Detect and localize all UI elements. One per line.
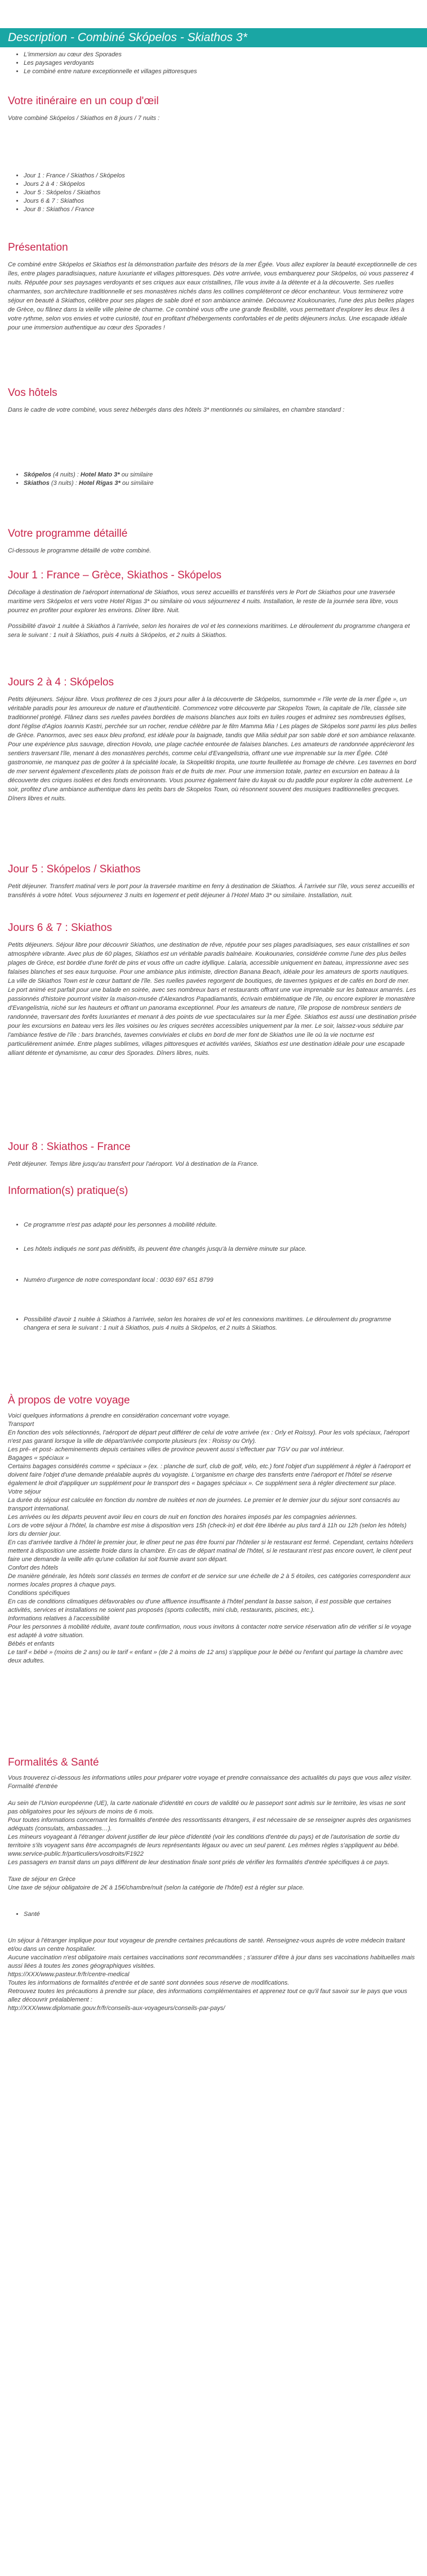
text-line: Transport: [8, 1421, 34, 1428]
list-item: • Ce programme n'est pas adapté pour les personnes à mobilité réduite.: [24, 1221, 417, 1229]
text-line: Formalité d'entrée: [8, 1783, 58, 1790]
program-section: [8, 527, 417, 555]
text-line: En cas d'arrivée tardive à l'hôtel le premier jour, le dîner peut ne pas être fourni par l'hôtelier si le restaurant est fermé. Cependant, certains hôteliers mettent à disposition une assiette froide dans la chambre. En cas de départ matinal de l'hôtel, si le restaurant n'est pas encore ouvert, le client peut faire une demande la veille afin qu'une collation lui soit fournie avant son départ.: [8, 1539, 413, 1563]
text-line: En fonction des vols sélectionnés, l'aéroport de départ peut différer de celui de votre arrivée (ex : Orly et Roissy). Pour les vols spéciaux, l'aéroport n'est pas garanti lorsque la ville de départ/arrivée comporte plusieurs (ex : Roissy ou Orly).: [8, 1429, 410, 1445]
text-line: [8, 1791, 417, 1799]
text-line: Confort des hôtels: [8, 1565, 59, 1571]
section-heading: Votre programme détaillé: [8, 528, 128, 540]
day1-section: [8, 569, 417, 640]
about-section: [8, 1394, 417, 1665]
paragraph: Petits déjeuners. Séjour libre. Vous profiterez de ces 3 jours pour aller à la découverte de Skópelos, surnommée « l'île verte de la mer Égée », un véritable paradis pour les amoureux de nature et d'authenticité. Commencez votre découverte par Skopelos Town, la capitale de l'île, classée site traditionnel protégé. Flânez dans ses ruelles pavées bordées de maisons blanches aux toits en tuiles rouges et admirez ses nombreuses églises, dont l'église d'Agios Ioannis Kastri, perchée sur un rocher, rendue célèbre par le film Mamma Mia ! Les plages de Skópelos sont parmi les plus belles de Grèce. Panormos, avec ses eaux bleu profond, est idéale pour la baignade, tandis que Milia séduit par son sable doré et son ambiance relaxante. Pour une expérience plus sauvage, direction Hovolo, une plage cachée entourée de falaises blanches. Les amateurs de randonnée apprécieront les sentiers traversant l'île, menant à des monastères perchés, comme celui d'Evangelistria, offrant une vue imprenable sur la mer Égée. Côté gastronomie, ne manquez pas de goûter à la spécialité locale, la Skopelitiki tiropita, une tourte feuilletée au fromage de chèvre. Les tavernes en bord de mer servent également d'excellents plats de poisson frais et de fruits de mer. Pour une immersion totale, partez en excursion en bateau à la découverte des criques isolées et des fonds environnants. Vous pourrez également faire du kayak ou du paddle pour explorer la côte autrement. Le soir, profitez d'une ambiance authentique dans les petits bars de Skopelos Town, où résonnent souvent des musiques traditionnelles grecques. Dîners libres et nuits.: [8, 696, 417, 802]
text-line: [8, 1867, 417, 1875]
section-heading: Jours 2 à 4 : Skópelos: [8, 676, 114, 688]
paragraph: Petits déjeuners. Séjour libre pour découvrir Skiathos, une destination de rêve, réputée pour ses plages paradisiaques, ses eaux cristallines et son atmosphère vibrante. Avec plus de 60 plages, Skiathos est un véritable paradis balnéaire. Koukounaries, considérée comme l'une des plus belles plages de Grèce, est bordée d'une forêt de pins et vous offre un cadre idyllique. Lalaria, accessible uniquement en bateau, impressionne avec ses falaises blanches et ses eaux turquoise. Pour une ambiance plus intimiste, direction Banana Beach, idéale pour les amateurs de sports nautiques. La ville de Skiathos Town est le cœur battant de l'île. Ses ruelles pavées regorgent de boutiques, de tavernes typiques et de cafés en bord de mer. Le port animé est parfait pour une balade en soirée, avec ses nombreux bars et restaurants offrant une vue imprenable sur les bateaux amarrés. Les passionnés d'histoire pourront visiter la maison-musée d'Alexandros Papadiamantis, écrivain emblématique de l'île, ou encore explorer le monastère d'Evangelistria, niché sur les hauteurs et offrant un panorama exceptionnel. Pour les amateurs de nature, l'île propose de nombreux sentiers de randonnée, traversant des forêts luxuriantes et menant à des points de vue spectaculaires sur la mer Égée. Skiathos est aussi une destination prisée pour les excursions en bateau vers les îles voisines ou les criques secrètes accessibles uniquement par la mer. Le soir, laissez-vous séduire par l'ambiance festive de l'île : bars branchés, tavernes conviviales et clubs en bord de mer font de Skiathos une île où la vie nocturne est particulièrement animée. Entre plages sublimes, villages pittoresques et activités variées, Skiathos est une destination idéale pour une escapade alliant détente et dynamisme, au cœur des Sporades. Dîners libres, nuits.: [8, 942, 417, 1057]
text-line: Certains bagages considérés comme « spéciaux » (ex. : planche de surf, club de golf, vélo, etc.) font l'objet d'un supplément à régler à l'aéroport et doivent faire l'objet d'une demande préalable auprès du voyagiste. L'organisme en charge des transferts entre l'aéroport et l'hôtel se réserve également le droit d'appliquer un supplément pour le transport des « bagages spéciaux ». Ce supplément sera à régler directement sur place.: [8, 1463, 411, 1487]
text-line: Les passagers en transit dans un pays différent de leur destination finale sont priés de vérifier les formalités d'entrée spécifiques à ce pays.: [8, 1859, 390, 1866]
list-item: • Numéro d'urgence de notre correspondant local : 0030 697 651 8799: [24, 1276, 417, 1285]
text-line: https://XXX/www.pasteur.fr/fr/centre-medical: [8, 1971, 130, 1978]
text-line: Les pré- et post- acheminements depuis certaines villes de province peuvent aussi s'effectuer par TGV ou par vol intérieur.: [8, 1446, 345, 1453]
page-title: Description - Combiné Skópelos - Skiathos 3*: [8, 31, 247, 44]
section-heading: Jour 5 : Skópelos / Skiathos: [8, 863, 141, 875]
info-list-section: [8, 1221, 417, 1332]
list-item: • Les hôtels indiqués ne sont pas définitifs, ils peuvent être changés jusqu'à la dernière minute sur place.: [24, 1245, 417, 1254]
text-line: Pour toutes informations concernant les formalités d'entrée des ressortissants étrangers, il est nécessaire de se renseigner auprès des organismes adéquats (consulats, ambassades…).: [8, 1817, 411, 1832]
text-line: Retrouvez toutes les précautions à prendre sur place, des informations complémentaires et apprenez tout ce qu'il faut savoir sur le pays que vous allez découvrir préalablement :: [8, 1988, 407, 2003]
paragraph: Ce combiné entre Skópelos et Skiathos est la démonstration parfaite des trésors de la mer Égée. Vous allez explorer la beauté exceptionnelle de ces îles, entre plages paradisiaques, nature luxuriante et villages pittoresques. Dès votre arrivée, vous embarquerez pour Skópelos, où vous passerez 4 nuits. Réputée pour ses paysages verdoyants et ses criques aux eaux cristallines, l'île vous invite à la détente et à la découverte. Ses ruelles charmantes, son architecture traditionnelle et ses monastères nichés dans les collines compléteront ce décor enchanteur. Vous terminerez votre séjour en beauté à Skiathos, célèbre pour ses plages de sable doré et son ambiance animée. Découvrez Koukounaries, l'une des plus belles plages de Grèce, ou flânez dans la vieille ville pleine de charme. Ce combiné vous offre une grande flexibilité, vous permettant d'explorer les deux îles à votre rythme, selon vos envies et votre curiosité, tout en profitant d'hébergements confortables et de petits déjeuners inclus. Une escapade idéale pour une immersion authentique au cœur des Sporades !: [8, 261, 417, 331]
text-line: En cas de conditions climatiques défavorables ou d'une affluence insuffisante à l'hôtel pendant la basse saison, il est possible que certaines activités, services et installations ne soient pas proposés (sports collectifs, mini club, restaurants, piscines, etc.).: [8, 1598, 392, 1614]
list-item: • Jour 8 : Skiathos / France: [24, 206, 417, 214]
day8-section: [8, 1140, 417, 1169]
text-line: www.service-public.fr/particuliers/vosdroits/F1922: [8, 1851, 144, 1857]
text-line: Au sein de l'Union européenne (UE), la carte nationale d'identité en cours de validité ou le passeport sont admis sur le territoire, les visas ne sont pas obligatoires pour les séjours de moins de 6 mois.: [8, 1800, 406, 1815]
about-lines: [8, 1412, 417, 1665]
health-list: [8, 1910, 417, 1919]
text-line: Les mineurs voyageant à l'étranger doivent justifier de leur pièce d'identité (voir les conditions d'entrée du pays) et de l'autorisation de sortie du territoire s'ils voyagent sans être accompagnés de leurs représentants légaux ou avec un seul parent. Les mêmes règles s'appliquent au bébé.: [8, 1834, 400, 1849]
paragraph: Petit déjeuner. Transfert matinal vers le port pour la traversée maritime en ferry à destination de Skiathos. À l'arrivée sur l'île, vous serez accueillis et transférés à votre hôtel. Vous séjournerez 3 nuits en logement et petit déjeuner à l'Hotel Mato 3* ou similaire. Installation, nuit.: [8, 883, 415, 899]
section-heading: Votre itinéraire en un coup d'œil: [8, 95, 159, 107]
list-item: • Jour 1 : France / Skiathos / Skópelos: [24, 172, 417, 180]
itinerary-list-section: [8, 172, 417, 214]
itinerary-section: [8, 95, 417, 123]
itinerary-list: [8, 172, 417, 214]
text-line: Toutes les informations de formalités d'entrée et de santé sont données sous réserve de modifications.: [8, 1980, 290, 1986]
list-item: • Le combiné entre nature exceptionnelle et villages pittoresques: [24, 68, 417, 76]
list-item: • Skópelos (4 nuits) : Hotel Mato 3* ou similaire: [24, 471, 417, 479]
info-section: [8, 1184, 417, 1198]
title-banner: [0, 28, 427, 47]
text-line: Les arrivées ou les départs peuvent avoir lieu en cours de nuit en fonction des horaires imposés par les compagnies aériennes.: [8, 1514, 358, 1521]
text-line: Une taxe de séjour obligatoire de 2€ à 15€/chambre/nuit (selon la catégorie de l'hôtel) est à régler sur place.: [8, 1884, 305, 1891]
intro-list: [8, 51, 417, 76]
text-line: Bébés et enfants: [8, 1641, 55, 1647]
day5-section: [8, 863, 417, 900]
list-item: • Jours 6 & 7 : Skiathos: [24, 197, 417, 206]
paragraph: Votre combiné Skópelos / Skiathos en 8 jours / 7 nuits :: [8, 115, 160, 122]
presentation-section: [8, 241, 417, 332]
hotels-list: [8, 471, 417, 488]
text-line: Informations relatives à l'accessibilité: [8, 1615, 110, 1622]
section-heading: Information(s) pratique(s): [8, 1185, 128, 1197]
formalities-section: [8, 1756, 417, 2013]
text-line: Conditions spécifiques: [8, 1590, 70, 1597]
section-heading: Jour 8 : Skiathos - France: [8, 1141, 131, 1153]
text-line: De manière générale, les hôtels sont classés en termes de confort et de service sur une échelle de 2 à 5 étoiles, ces catégories correspondent aux normes locales propres à chaque pays.: [8, 1573, 411, 1588]
health-lines: [8, 1937, 417, 2013]
list-item: • L'immersion au cœur des Sporades: [24, 51, 417, 59]
list-item: • Les paysages verdoyants: [24, 59, 417, 68]
text-line: Vous trouverez ci-dessous les informations utiles pour préparer votre voyage et prendre connaissance des actualités du pays que vous allez visiter.: [8, 1775, 412, 1781]
section-heading: Vos hôtels: [8, 387, 57, 399]
section-heading: Présentation: [8, 242, 68, 253]
formalities-lines: [8, 1774, 417, 1892]
list-item: • Santé: [24, 1910, 417, 1919]
day6-section: [8, 921, 417, 1058]
text-line: Lors de votre séjour à l'hôtel, la chambre est mise à disposition vers 15h (check-in) et doit être libérée au plus tard à 11h ou 12h (selon les hôtels) lors du dernier jour.: [8, 1522, 407, 1537]
text-line: Taxe de séjour en Grèce: [8, 1876, 76, 1883]
section-heading: Formalités & Santé: [8, 1757, 99, 1768]
text-line: Votre séjour: [8, 1488, 41, 1495]
list-item: • Jours 2 à 4 : Skópelos: [24, 180, 417, 189]
paragraph: Décollage à destination de l'aéroport international de Skiathos, vous serez accueillis et transférés vers le Port de Skiathos pour une traversée maritime vers Skópelos et vers votre Hotel Rigas 3* ou similaire où vous séjournerez 4 nuits. Installation, le reste de la journée sera libre, vous pourrez en profiter pour explorer les environs. Dîner libre. Nuit.: [8, 589, 398, 614]
text-line: Un séjour à l'étranger implique pour tout voyageur de prendre certaines précautions de santé. Renseignez-vous auprès de votre médecin traitant et/ou dans un centre hospitalier.: [8, 1937, 405, 1953]
text-line: La durée du séjour est calculée en fonction du nombre de nuitées et non de journées. Le premier et le dernier jour du séjour sont consacrés au transport international.: [8, 1497, 400, 1512]
list-item: • Jour 5 : Skópelos / Skiathos: [24, 189, 417, 197]
paragraph: Petit déjeuner. Temps libre jusqu'au transfert pour l'aéroport. Vol à destination de la France.: [8, 1161, 259, 1167]
paragraph: Dans le cadre de votre combiné, vous serez hébergés dans des hôtels 3* mentionnés ou similaires, en chambre standard :: [8, 407, 345, 413]
day2-section: [8, 676, 417, 803]
paragraph: Ci-dessous le programme détaillé de votre combiné.: [8, 547, 152, 554]
section-heading: Jour 1 : France – Grèce, Skiathos - Skópelos: [8, 569, 222, 581]
section-heading: Jours 6 & 7 : Skiathos: [8, 922, 112, 934]
intro-section: [8, 51, 417, 76]
text-line: http://XXX/www.diplomatie.gouv.fr/fr/conseils-aux-voyageurs/conseils-par-pays/: [8, 2005, 225, 2012]
hotels-section: [8, 386, 417, 415]
list-item: • Possibilité d'avoir 1 nuitée à Skiathos à l'arrivée, selon les horaires de vol et les connexions maritimes. Le déroulement du programme changera et sera le suivant : 1 nuit à Skiathos, puis 4 nuits à Skópelos, et 2 nuits à Skiathos.: [24, 1316, 417, 1332]
list-item: • Skiathos (3 nuits) : Hotel Rigas 3* ou similaire: [24, 479, 417, 488]
hotels-list-section: [8, 471, 417, 488]
info-list: [8, 1221, 417, 1332]
text-line: Pour les personnes à mobilité réduite, avant toute confirmation, nous vous invitons à contacter notre service réservation afin de vérifier si le voyage est adapté à votre situation.: [8, 1624, 411, 1639]
text-line: Aucune vaccination n'est obligatoire mais certaines vaccinations sont recommandées ; s'assurer d'être à jour dans ses vaccinations habituelles mais aussi liées à toutes les zones géographiques visitées.: [8, 1954, 415, 1969]
text-line: Bagages « spéciaux »: [8, 1455, 69, 1461]
text-line: Le tarif « bébé » (moins de 2 ans) ou le tarif « enfant » (de 2 à moins de 12 ans) s'applique pour le bébé ou l'enfant qui partage la chambre avec deux adultes.: [8, 1649, 403, 1664]
section-heading: À propos de votre voyage: [8, 1394, 130, 1406]
paragraph: Possibilité d'avoir 1 nuitée à Skiathos à l'arrivée, selon les horaires de vol et les connexions maritimes. Le déroulement du programme changera et sera le suivant : 1 nuit à Skiathos, puis 4 nuits à Skópelos, et 2 nuits à Skiathos.: [8, 623, 410, 639]
text-line: Voici quelques informations à prendre en considération concernant votre voyage.: [8, 1412, 230, 1419]
